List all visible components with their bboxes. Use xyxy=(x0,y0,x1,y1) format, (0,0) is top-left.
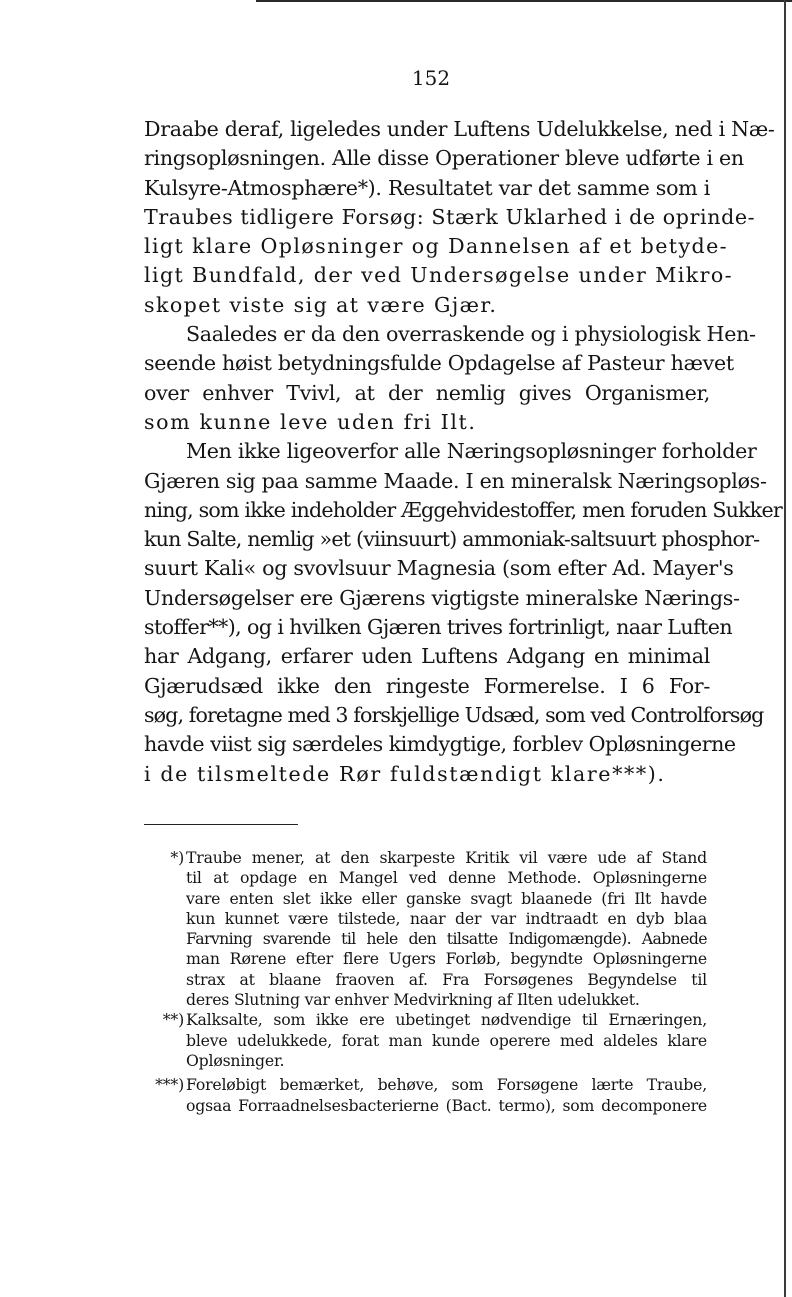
body-line: ringsopløsningen. Alle disse Operationer bleve udførte i en xyxy=(144,146,744,171)
footnote xyxy=(144,1075,707,1116)
footnote-line: man Rørene efter flere Ugers Forløb, begyndte Opløsningerne xyxy=(186,949,707,969)
body-line: Undersøgelser ere Gjærens vigtigste mineralske Nærings- xyxy=(144,585,740,610)
body-line: Kulsyre-Atmosphære*). Resultatet var det samme som i xyxy=(144,175,710,200)
body-line: ligt Bundfald, der ved Undersøgelse under Mikro- xyxy=(144,263,733,288)
body-line: i de tilsmeltede Rør fuldstændigt klare***). xyxy=(144,761,666,786)
footnotes xyxy=(144,848,707,1116)
top-border-line xyxy=(256,0,792,2)
body-line: skopet viste sig at være Gjær. xyxy=(144,292,498,317)
body-line: som kunne leve uden fri Ilt. xyxy=(144,409,477,434)
footnote-line: Kalksalte, som ikke ere ubetinget nødvendige til Ernæringen, xyxy=(186,1010,707,1030)
body-line: kun Salte, nemlig »et (viinsuurt) ammoniak-saltsuurt phosphor- xyxy=(144,527,760,552)
footnote-line: deres Slutning var enhver Medvirkning af Ilten udelukket. xyxy=(186,990,640,1010)
footnote-marker: ***) xyxy=(155,1075,184,1095)
body-line: Draabe deraf, ligeledes under Luftens Udelukkelse, ned i Næ- xyxy=(144,117,775,141)
footnote-line: Foreløbigt bemærket, behøve, som Forsøgene lærte Traube, xyxy=(186,1075,707,1095)
body-line: Men ikke ligeoverfor alle Næringsopløsninger forholder xyxy=(186,439,757,464)
body-line: ligt klare Opløsninger og Dannelsen af et betyde- xyxy=(144,234,729,259)
right-page-edge xyxy=(784,0,786,1297)
footnote-line: ogsaa Forraadnelsesbacterierne (Bact. termo), som decomponere xyxy=(186,1095,707,1115)
footnote-line: kun kunnet være tilstede, naar der var indtraadt en dyb blaa xyxy=(186,908,707,928)
footnote xyxy=(144,848,707,1010)
footnote-line: vare enten slet ikke eller ganske svagt blaanede (fri Ilt havde xyxy=(186,888,707,908)
footnote-marker: **) xyxy=(162,1010,184,1030)
body-line: Saaledes er da den overraskende og i physiologisk Hen- xyxy=(186,322,756,347)
footnote-marker: *) xyxy=(170,848,184,867)
footnote-line: Opløsninger. xyxy=(186,1050,285,1070)
body-line: ning, som ikke indeholder Æggehvidestoffer, men foruden Sukker xyxy=(144,497,782,522)
body-line: stoffer**), og i hvilken Gjæren trives fortrinligt, naar Luften xyxy=(144,615,732,640)
footnote-line: Traube mener, at den skarpeste Kritik vil være ude af Stand xyxy=(186,848,707,867)
body-line: søg, foretagne med 3 forskjellige Udsæd, som ved Controlforsøg xyxy=(144,702,764,727)
page-number: 152 xyxy=(411,66,451,90)
body-line: Traubes tidligere Forsøg: Stærk Uklarhed i de oprinde- xyxy=(144,204,756,229)
footnote-line: bleve udelukkede, forat man kunde operere med aldeles klare xyxy=(186,1030,707,1050)
body-line: havde viist sig særdeles kimdygtige, forblev Opløsningerne xyxy=(144,732,736,757)
footnote xyxy=(144,1010,707,1071)
footnote-line: strax at blaane fraoven af. Fra Forsøgenes Begyndelse til xyxy=(186,969,707,989)
body-text xyxy=(144,115,782,789)
body-line: Gjæren sig paa samme Maade. I en mineralsk Næringsopløs- xyxy=(144,468,767,493)
footnote-separator xyxy=(144,824,298,825)
body-line: suurt Kali« og svovlsuur Magnesia (som efter Ad. Mayer's xyxy=(144,556,734,581)
body-line: seende høist betydningsfulde Opdagelse af Pasteur hævet xyxy=(144,351,734,376)
footnote-line: til at opdage en Mangel ved denne Methode. Opløsningerne xyxy=(186,868,707,888)
footnote-line: Farvning svarende til hele den tilsatte Indigomængde). Aabnede xyxy=(186,929,707,949)
body-line: har Adgang, erfarer uden Luftens Adgang en minimal xyxy=(144,644,710,669)
body-line: Gjærudsæd ikke den ringeste Formerelse. I 6 For- xyxy=(144,673,710,698)
body-line: over enhver Tvivl, at der nemlig gives Organismer, xyxy=(144,380,710,405)
